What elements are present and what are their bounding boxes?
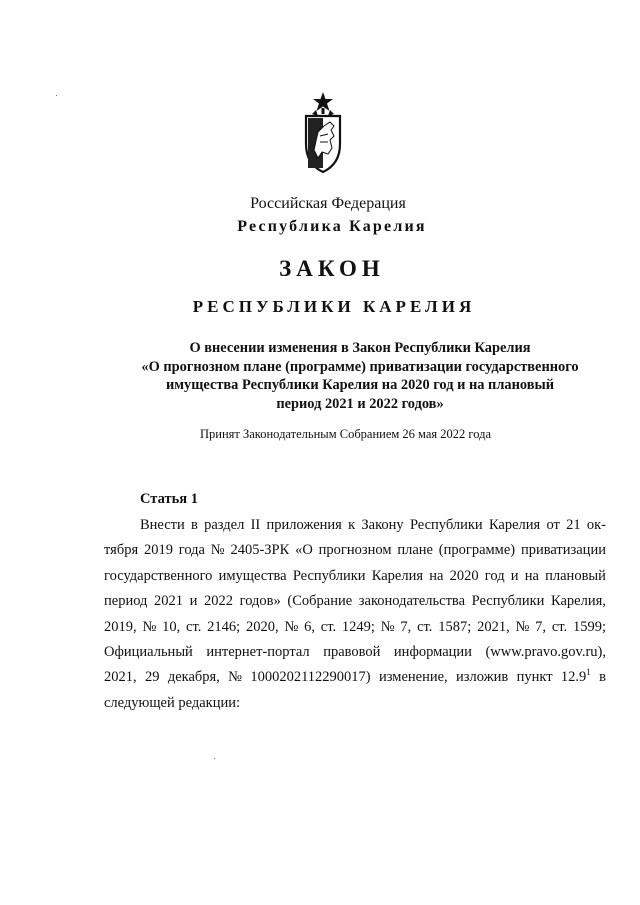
article-word: интернет-портал bbox=[206, 643, 310, 660]
article-word: 6, bbox=[304, 618, 315, 635]
article-word: Карелия, bbox=[551, 593, 606, 610]
article-word: год bbox=[484, 567, 505, 584]
article-body-line bbox=[104, 513, 606, 538]
article-word: 2019 bbox=[143, 542, 173, 559]
article-word: следующей редакции: bbox=[104, 694, 241, 711]
article-word: к bbox=[348, 517, 356, 533]
article-word: (программе) bbox=[438, 542, 516, 559]
article-word: Официальный bbox=[104, 643, 193, 660]
article-word: (www.pravo.gov.ru), bbox=[485, 643, 606, 660]
adoption-date: Принят Законодательным Собранием 26 мая 2022 года bbox=[200, 427, 492, 441]
article-body-line bbox=[104, 615, 606, 640]
article-word: 2021, bbox=[477, 618, 510, 635]
article-word: 7, bbox=[535, 618, 547, 635]
article-word: 10, bbox=[162, 618, 181, 635]
article-word: № bbox=[228, 669, 242, 686]
article-word: Закону bbox=[361, 517, 404, 533]
article-word: правовой bbox=[323, 643, 381, 660]
document-title-line: О внесении изменения в Закон Республики Карелия bbox=[189, 340, 531, 356]
superscript-mark: 1 bbox=[586, 667, 591, 678]
article-word: информации bbox=[393, 643, 472, 660]
article-body-line bbox=[104, 640, 606, 665]
article-word: в bbox=[191, 517, 198, 533]
article-word: года bbox=[178, 542, 205, 559]
article-word: ок- bbox=[586, 517, 606, 533]
karelia-coat-of-arms-icon bbox=[298, 92, 348, 174]
article-word: декабря, bbox=[167, 669, 220, 686]
article-word: тября bbox=[104, 542, 139, 559]
article-word: и bbox=[510, 567, 519, 584]
article-word: № bbox=[142, 618, 157, 635]
article-word: 7, bbox=[400, 618, 412, 635]
article-body-line bbox=[104, 589, 606, 614]
article-word: 2146; bbox=[207, 618, 241, 635]
scan-speck bbox=[214, 758, 215, 759]
article-body bbox=[104, 513, 606, 716]
article-word: (Собрание bbox=[287, 593, 353, 610]
article-word: 2019, bbox=[104, 618, 137, 635]
document-title bbox=[110, 339, 610, 413]
article-word: № bbox=[210, 542, 225, 559]
article-word: 2020 bbox=[449, 567, 479, 584]
federation-name: Российская Федерация bbox=[250, 195, 406, 212]
article-word: 1587; bbox=[438, 618, 472, 635]
article-word: период bbox=[104, 593, 148, 610]
article-word: на bbox=[429, 567, 444, 584]
scan-speck bbox=[56, 95, 57, 96]
article-word: II bbox=[250, 517, 261, 533]
document-title-line: период 2021 и 2022 годов» bbox=[276, 395, 444, 412]
article-heading: Статья 1 bbox=[140, 491, 198, 507]
article-word: 29 bbox=[144, 669, 160, 686]
article-word: 2022 bbox=[204, 593, 234, 610]
article-word: приложения bbox=[266, 517, 342, 533]
article-word: имущества bbox=[218, 567, 287, 584]
article-word: № bbox=[380, 618, 395, 635]
article-word: 1249; bbox=[341, 618, 375, 635]
document-title-line: имущества Республики Карелия на 2020 год и на плановый bbox=[165, 377, 555, 393]
article-word: плановый bbox=[545, 567, 606, 584]
article-word: на bbox=[524, 567, 539, 584]
article-word: изменение, bbox=[378, 669, 448, 686]
article-word: Внести bbox=[140, 517, 185, 533]
article-body-line bbox=[104, 665, 606, 690]
article-word: государственного bbox=[104, 567, 213, 584]
article-word: Карелия bbox=[488, 517, 541, 533]
article-word: ст. bbox=[320, 618, 337, 635]
law-heading: ЗАКОН bbox=[279, 256, 385, 281]
article-body-line bbox=[104, 691, 606, 716]
article-word: плане bbox=[397, 542, 433, 559]
article-word: прогнозном bbox=[318, 542, 392, 559]
article-word: 12.9$^1$ bbox=[560, 667, 591, 686]
article-word: 2020, bbox=[246, 618, 279, 635]
article-word: ст. bbox=[417, 618, 433, 635]
republic-name: Республика Карелия bbox=[237, 218, 427, 235]
article-word: 21 bbox=[566, 517, 581, 533]
article-word: годов» bbox=[239, 593, 281, 610]
article-word: законодательства bbox=[358, 593, 466, 610]
article-word: пункт bbox=[516, 669, 553, 686]
article-word: ст. bbox=[551, 618, 568, 635]
article-word: 1599; bbox=[572, 618, 606, 635]
document-title-line: «О прогнозном плане (программе) приватизации государственного bbox=[141, 358, 579, 375]
article-word: приватизации bbox=[520, 542, 606, 559]
article-word: 2021, bbox=[104, 669, 137, 686]
article-word: Республики bbox=[409, 517, 483, 533]
article-word: ст. bbox=[186, 618, 202, 635]
article-word: № bbox=[284, 618, 299, 635]
article-word: «О bbox=[295, 542, 313, 559]
article-word: 2405-ЗРК bbox=[230, 542, 290, 559]
article-word: раздел bbox=[204, 517, 245, 533]
article-word: Карелия bbox=[371, 567, 424, 584]
article-word: 1000202112290017) bbox=[250, 669, 371, 686]
article-word: от bbox=[546, 517, 560, 533]
article-word: и bbox=[189, 593, 198, 610]
article-word: Республики bbox=[292, 567, 366, 584]
article-word: Республики bbox=[471, 593, 545, 610]
law-subheading: РЕСПУБЛИКИ КАРЕЛИЯ bbox=[192, 297, 476, 316]
article-body-line bbox=[104, 538, 606, 563]
article-word: изложив bbox=[456, 669, 509, 686]
article-word: № bbox=[515, 618, 530, 635]
article-word: в bbox=[599, 669, 606, 686]
article-word: 2021 bbox=[154, 593, 184, 610]
article-body-line bbox=[104, 564, 606, 589]
